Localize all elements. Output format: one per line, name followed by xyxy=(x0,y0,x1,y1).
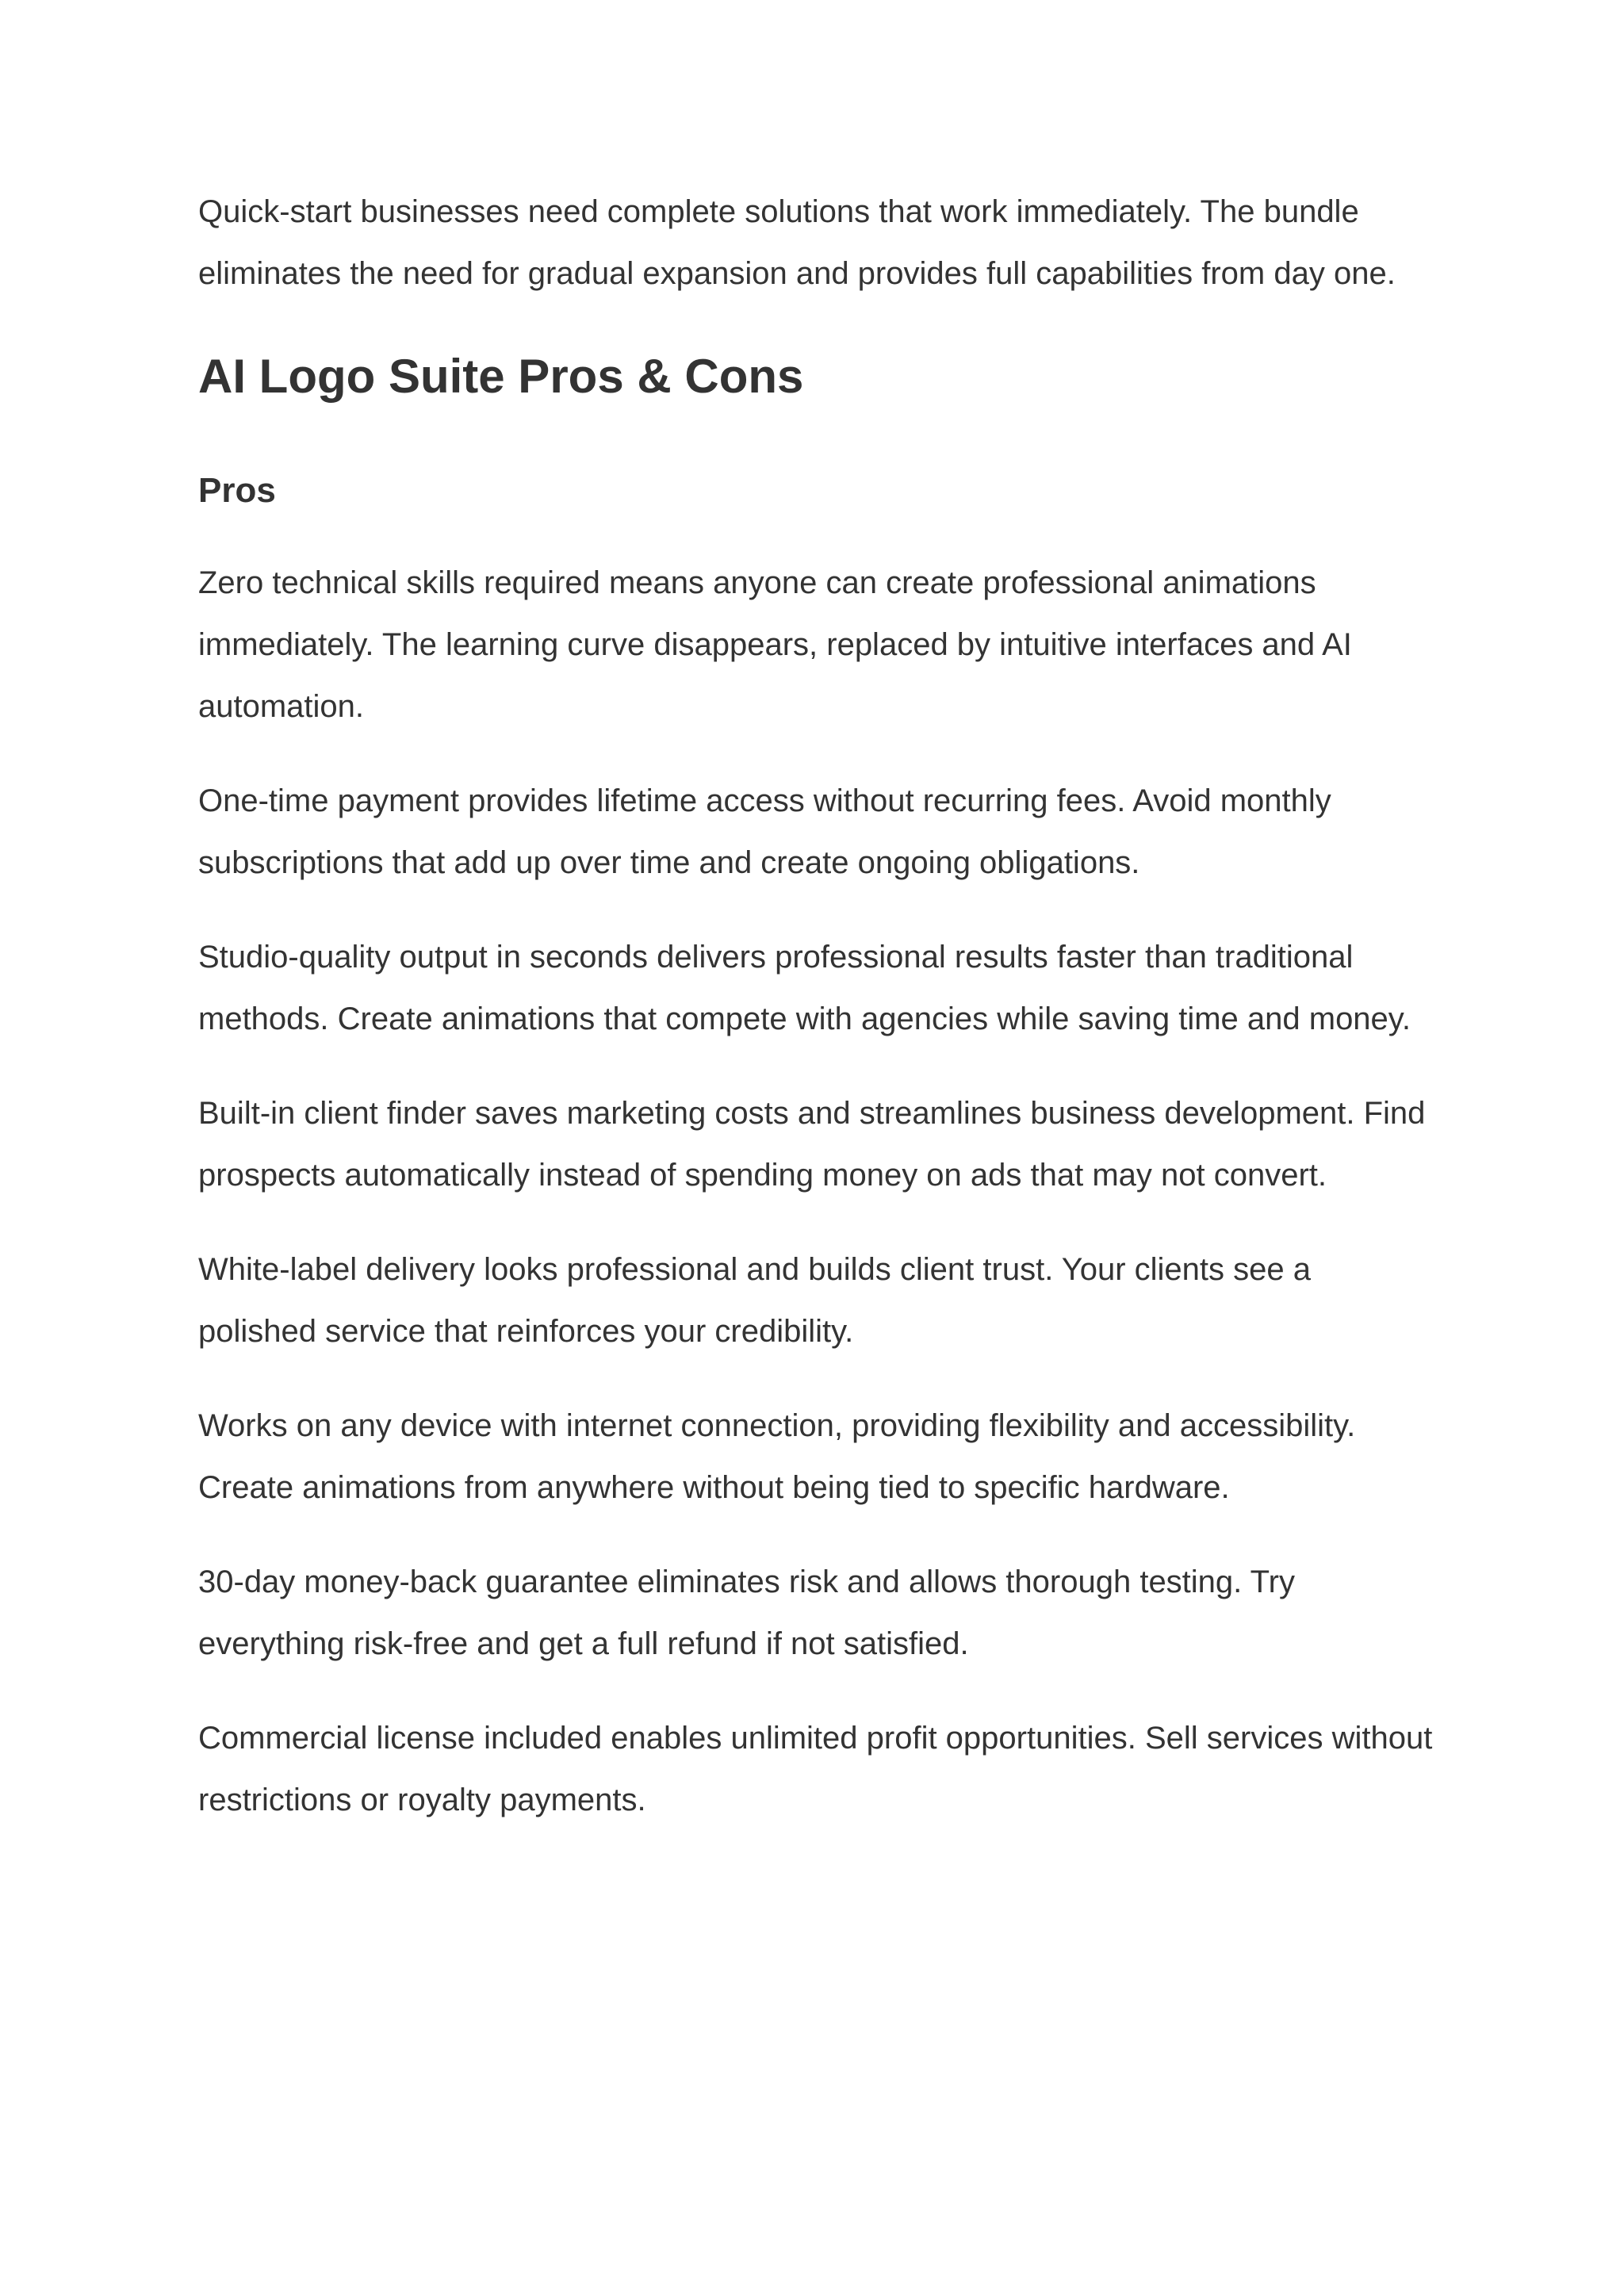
pro-item-7: 30-day money-back guarantee eliminates risk and allows thorough testing. Try everything risk-free and get a full refund if not satisfied. xyxy=(198,1564,1295,1661)
pro-item-5: White-label delivery looks professional and builds client trust. Your clients see a polished service that reinforces your credibility. xyxy=(198,1252,1311,1349)
pro-item-4: Built-in client finder saves marketing costs and streamlines business development. Find prospects automatically instead of spending money on ads that may not convert. xyxy=(198,1096,1426,1193)
intro-paragraph: Quick-start businesses need complete solutions that work immediately. The bundle eliminates the need for gradual expansion and provides full capabilities from day one. xyxy=(198,194,1396,291)
pros-list xyxy=(198,552,1435,1831)
document-page xyxy=(198,181,1435,1863)
pro-item-1: Zero technical skills required means anyone can create professional animations immediately. The learning curve disappears, replaced by intuitive interfaces and AI automation. xyxy=(198,565,1352,724)
section-heading: AI Logo Suite Pros & Cons xyxy=(198,350,804,403)
pro-item-3: Studio-quality output in seconds delivers professional results faster than traditional methods. Create animations that compete with agencies while saving time and money. xyxy=(198,940,1411,1036)
pro-item-2: One-time payment provides lifetime access without recurring fees. Avoid monthly subscriptions that add up over time and create ongoing obligations. xyxy=(198,783,1331,880)
pro-item-6: Works on any device with internet connection, providing flexibility and accessibility. Create animations from anywhere without being tied to specific hardware. xyxy=(198,1408,1356,1505)
pro-item-8: Commercial license included enables unlimited profit opportunities. Sell services without restrictions or royalty payments. xyxy=(198,1721,1433,1817)
pros-subheading: Pros xyxy=(198,471,276,510)
